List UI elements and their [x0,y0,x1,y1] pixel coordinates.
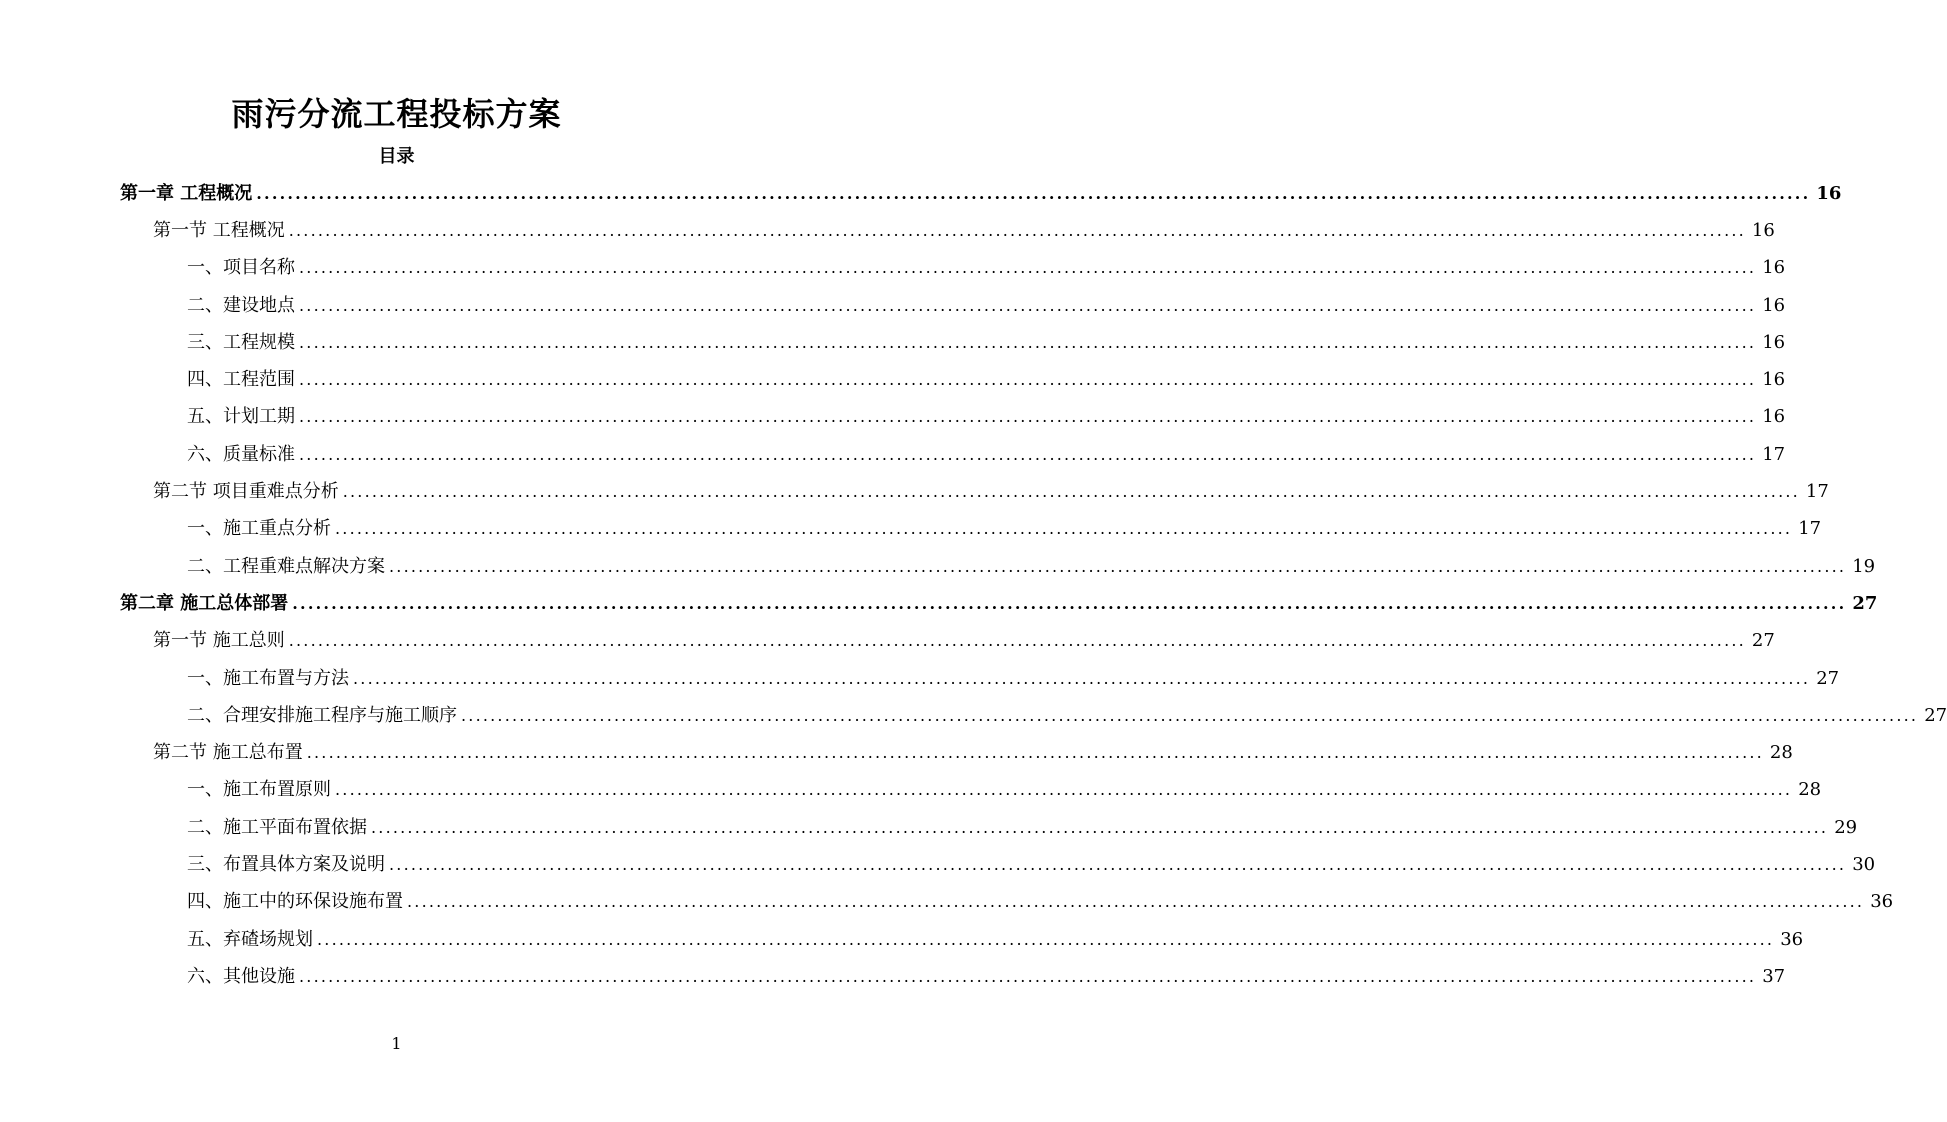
toc-dot-leader: ........................................................................................................................................................................................................ [342,482,1800,502]
toc-entry[interactable] [0,212,1775,249]
toc-entry-label: 一、施工重点分析 [187,518,331,540]
toc-entry[interactable] [0,734,1793,771]
toc-entry-label: 三、布置具体方案及说明 [187,853,385,875]
toc-dot-leader: ........................................................................................................................................................................................................ [371,817,1829,837]
toc-entry[interactable] [0,473,1829,510]
toc-entry-page: 17 [1762,443,1786,465]
toc-entry-label: 第一章 工程概况 [120,182,253,204]
toc-entry[interactable] [0,548,1876,585]
toc-entry-label: 第二节 项目重难点分析 [153,481,339,503]
toc-dot-leader: ........................................................................................................................................................................................................ [389,854,1847,874]
toc-entry[interactable] [0,846,1876,883]
toc-entry-page: 16 [1762,369,1786,391]
toc-dot-leader: ........................................................................................................................................................................................................ [299,444,1757,464]
toc-entry-label: 第二章 施工总体部署 [120,592,289,614]
toc-entry-page: 29 [1834,816,1858,838]
toc-entry[interactable] [0,324,1786,361]
toc-entry-label: 五、计划工期 [187,406,295,428]
toc-entry-page: 27 [1816,667,1840,689]
toc-entry-label: 一、项目名称 [187,257,295,279]
toc-entry-page: 17 [1805,481,1829,503]
toc-entry[interactable] [0,772,1822,809]
toc-entry[interactable] [0,399,1786,436]
toc-entry-label: 二、建设地点 [187,294,295,316]
page-number: 1 [391,1034,402,1053]
toc-dot-leader: ........................................................................................................................................................................................................ [299,332,1757,352]
toc-entry-label: 四、工程范围 [187,369,295,391]
toc-dot-leader: ........................................................................................................................................................................................................ [288,631,1746,651]
toc-dot-leader: ........................................................................................................................................................................................................ [407,892,1865,912]
toc-dot-leader: ........................................................................................................................................................................................................ [256,183,1811,203]
toc-entry[interactable] [0,921,1804,958]
toc-dot-leader: ........................................................................................................................................................................................................ [299,295,1757,315]
table-of-contents [0,175,1947,996]
toc-entry-page: 16 [1762,257,1786,279]
toc-entry-page: 19 [1852,555,1876,577]
toc-entry-page: 30 [1852,853,1876,875]
toc-entry-page: 28 [1769,742,1793,764]
toc-entry[interactable] [0,287,1786,324]
toc-entry-page: 27 [1924,704,1947,726]
toc-entry-label: 二、施工平面布置依据 [187,816,367,838]
toc-dot-leader: ........................................................................................................................................................................................................ [292,593,1847,613]
toc-entry-page: 36 [1870,891,1894,913]
toc-entry[interactable] [0,175,1842,212]
toc-entry-label: 二、工程重难点解决方案 [187,555,385,577]
toc-dot-leader: ........................................................................................................................................................................................................ [306,743,1764,763]
toc-dot-leader: ........................................................................................................................................................................................................ [299,966,1757,986]
toc-dot-leader: ........................................................................................................................................................................................................ [335,780,1793,800]
toc-entry[interactable] [0,884,1894,921]
toc-entry-label: 二、合理安排施工程序与施工顺序 [187,704,457,726]
toc-entry-page: 16 [1816,182,1842,204]
toc-entry-page: 16 [1762,406,1786,428]
toc-entry[interactable] [0,361,1786,398]
toc-entry-label: 一、施工布置原则 [187,779,331,801]
toc-entry-label: 六、质量标准 [187,443,295,465]
toc-entry-label: 第二节 施工总布置 [153,742,303,764]
toc-dot-leader: ........................................................................................................................................................................................................ [299,370,1757,390]
toc-entry[interactable] [0,623,1775,660]
toc-entry-page: 27 [1852,592,1878,614]
toc-entry-page: 16 [1762,331,1786,353]
toc-heading: 目录 [378,146,415,167]
document-title: 雨污分流工程投标方案 [231,95,562,133]
toc-dot-leader: ........................................................................................................................................................................................................ [299,407,1757,427]
toc-dot-leader: ........................................................................................................................................................................................................ [299,258,1757,278]
toc-entry-page: 37 [1762,965,1786,987]
toc-entry[interactable] [0,585,1878,622]
toc-entry-label: 第一节 施工总则 [153,630,285,652]
toc-entry[interactable] [0,809,1858,846]
toc-entry[interactable] [0,250,1786,287]
toc-entry[interactable] [0,660,1840,697]
toc-entry-label: 三、工程规模 [187,331,295,353]
toc-entry-label: 六、其他设施 [187,965,295,987]
toc-dot-leader: ........................................................................................................................................................................................................ [389,556,1847,576]
toc-entry-page: 36 [1780,928,1804,950]
toc-dot-leader: ........................................................................................................................................................................................................ [353,668,1811,688]
toc-entry-label: 第一节 工程概况 [153,219,285,241]
toc-entry[interactable] [0,958,1786,995]
toc-dot-leader: ........................................................................................................................................................................................................ [461,705,1919,725]
toc-entry-page: 16 [1751,219,1775,241]
toc-entry-label: 四、施工中的环保设施布置 [187,891,403,913]
toc-entry[interactable] [0,697,1947,734]
toc-entry-page: 28 [1798,779,1822,801]
toc-entry-page: 16 [1762,294,1786,316]
toc-dot-leader: ........................................................................................................................................................................................................ [335,519,1793,539]
toc-entry-label: 一、施工布置与方法 [187,667,349,689]
toc-dot-leader: ........................................................................................................................................................................................................ [288,220,1746,240]
toc-entry[interactable] [0,511,1822,548]
toc-dot-leader: ........................................................................................................................................................................................................ [317,929,1775,949]
toc-entry-page: 17 [1798,518,1822,540]
toc-entry-label: 五、弃碴场规划 [187,928,313,950]
toc-entry-page: 27 [1751,630,1775,652]
toc-entry[interactable] [0,436,1786,473]
